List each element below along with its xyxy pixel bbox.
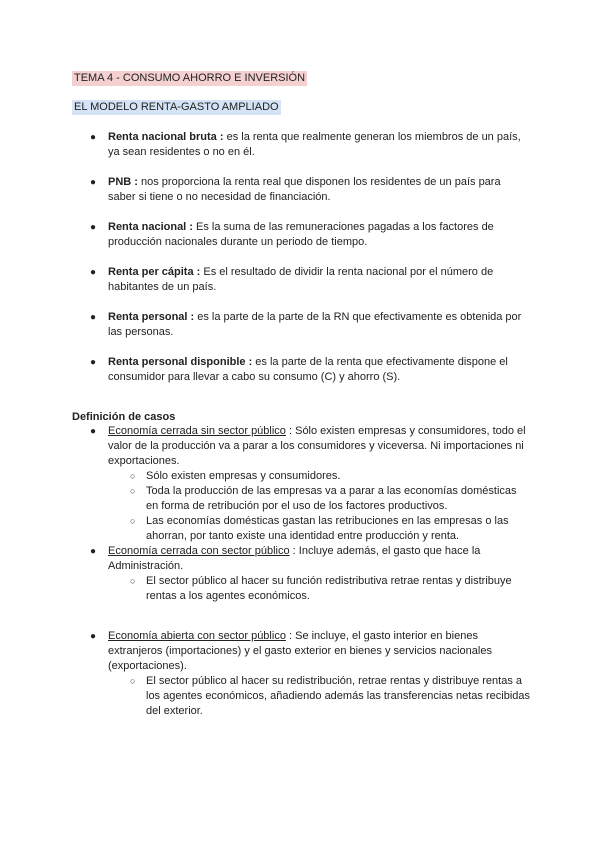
definitions-list xyxy=(90,130,530,400)
definition-item xyxy=(90,130,530,160)
definition-term: Renta nacional : xyxy=(108,221,193,233)
sub-item xyxy=(130,574,530,604)
sub-text: Las economías domésticas gastan las retribuciones en las empresas o las ahorran, por tanto existe una identidad entre producción y renta. xyxy=(146,515,509,542)
sub-item xyxy=(130,514,530,544)
case-text: : Incluye además, el gasto que hace la Administración. xyxy=(108,545,481,572)
case-list-1 xyxy=(90,424,530,604)
definition-term: Renta personal : xyxy=(108,311,195,323)
bullet-icon: ● xyxy=(90,546,97,557)
case-label: Economía abierta con sector público xyxy=(108,630,286,642)
circle-bullet-icon: ○ xyxy=(130,471,136,481)
definition-text: es la parte de la parte de la RN que efectivamente es obtenida por las personas. xyxy=(108,311,522,338)
sub-item xyxy=(130,484,530,514)
case-list-2 xyxy=(90,629,530,719)
sub-text: El sector público al hacer su redistribución, retrae rentas y distribuye rentas a los agentes económicos, añadiendo además las transferencias netas recibidas del exterior. xyxy=(146,675,531,717)
definition-text: Es la suma de las remuneraciones pagadas a los factores de producción nacionales durante un periodo de tiempo. xyxy=(108,221,494,248)
bullet-icon: ● xyxy=(90,631,97,642)
sub-item xyxy=(130,469,530,484)
definition-term: Renta per cápita : xyxy=(108,266,201,278)
definition-item xyxy=(90,175,530,205)
definition-item xyxy=(90,220,530,250)
circle-bullet-icon: ○ xyxy=(130,486,136,496)
definition-text: es la renta que realmente generan los miembros de un país, ya sean residentes o no en él. xyxy=(108,131,521,158)
bullet-icon: ● xyxy=(90,426,97,437)
case-sublist xyxy=(130,574,530,604)
casos-heading: Definición de casos xyxy=(72,411,176,423)
case-sublist xyxy=(130,469,530,544)
definition-term: Renta nacional bruta : xyxy=(108,131,224,143)
bullet-icon: ● xyxy=(90,357,97,368)
definition-text: es la parte de la renta que efectivamente dispone el consumidor para llevar a cabo su consumo (C) y ahorro (S). xyxy=(108,356,508,383)
sub-text: El sector público al hacer su función redistributiva retrae rentas y distribuye rentas a los agentes económicos. xyxy=(146,575,512,602)
definition-text: nos proporciona la renta real que disponen los residentes de un país para saber si tiene o no necesidad de financiación. xyxy=(108,176,501,203)
circle-bullet-icon: ○ xyxy=(130,516,136,526)
definition-text: Es el resultado de dividir la renta nacional por el número de habitantes de un país. xyxy=(108,266,494,293)
definition-term: Renta personal disponible : xyxy=(108,356,253,368)
case-item xyxy=(90,544,530,604)
sub-text: Sólo existen empresas y consumidores. xyxy=(146,470,341,482)
case-sublist xyxy=(130,674,530,719)
sub-text: Toda la producción de las empresas va a parar a las economías domésticas en forma de retribución por el uso de los factores productivos. xyxy=(146,485,517,512)
bullet-icon: ● xyxy=(90,312,97,323)
tema-title: TEMA 4 - CONSUMO AHORRO E INVERSIÓN xyxy=(74,72,306,84)
case-label: Economía cerrada sin sector público xyxy=(108,425,286,437)
circle-bullet-icon: ○ xyxy=(130,576,136,586)
definition-item xyxy=(90,265,530,295)
definition-term: PNB : xyxy=(108,176,138,188)
circle-bullet-icon: ○ xyxy=(130,676,136,686)
case-label: Economía cerrada con sector público xyxy=(108,545,290,557)
case-text: : Se incluye, el gasto interior en bienes extranjeros (importaciones) y el gasto exterior en bienes y servicios nacionales (exportaciones). xyxy=(108,630,492,672)
definition-item xyxy=(90,355,530,385)
case-item xyxy=(90,424,530,544)
case-item xyxy=(90,629,530,719)
definition-item xyxy=(90,310,530,340)
sub-item xyxy=(130,674,530,719)
case-text: : Sólo existen empresas y consumidores, todo el valor de la producción va a parar a los consumidores y viceversa. Ni importaciones ni exportaciones. xyxy=(108,425,526,467)
bullet-icon: ● xyxy=(90,177,97,188)
modelo-title: EL MODELO RENTA-GASTO AMPLIADO xyxy=(74,101,279,113)
bullet-icon: ● xyxy=(90,267,97,278)
bullet-icon: ● xyxy=(90,222,97,233)
bullet-icon: ● xyxy=(90,132,97,143)
